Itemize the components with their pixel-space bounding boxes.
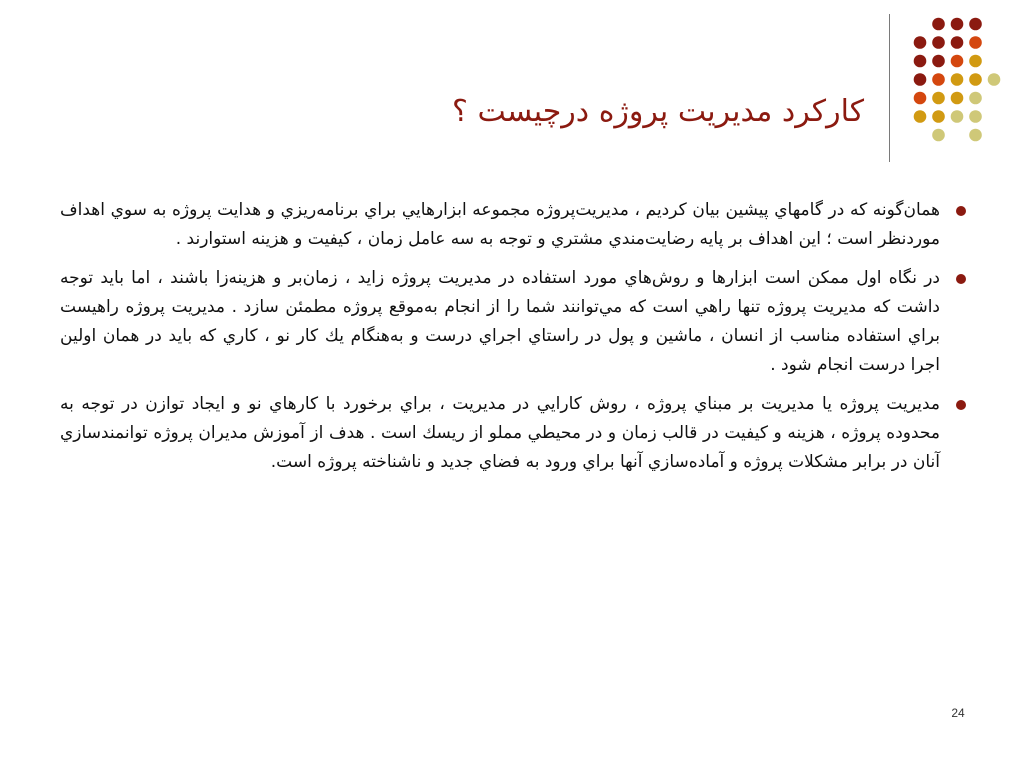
decorative-dot	[914, 55, 927, 68]
bullet-text: در نگاه اول ممکن است ابزارها و روش‌هاي مورد استفاده در مديريت پروژه زايد ، زمان‌بر و هزينه‌زا باشند ، اما بايد توجه داشت که مديريت پروژه تنها راهي است که مي‌توانند شما را از انجام به‌موقع پروژه مطمئن سازد . مديريت پروژه راهيست براي استفاده مناسب از انسان ، ماشين و پول در راستاي اجراي درست و به‌هنگام يك كار نو ، كاري كه بايد در همان اولين اجرا درست انجام شود .	[60, 268, 940, 375]
decorative-dot	[969, 55, 982, 68]
decorative-dot	[932, 92, 945, 105]
title-divider-line	[889, 14, 890, 162]
bullet-text: مديريت پروژه يا مديريت بر مبناي پروژه ، روش كارايي در مديريت ، براي برخورد با كارهاي نو و ايجاد توازن در توجه به محدوده پروژه ، هزينه و كيفيت در قالب زمان و در محيطي مملو از ريسك است . هدف از آموزش مديران پروژه توانمندسازي آنان در برابر مشكلات پروژه و آماده‌سازي آنها براي ورود به فضاي جديد و ناشناخته پروژه است.	[60, 394, 940, 472]
bullet-icon	[956, 274, 966, 284]
decorative-dot	[914, 36, 927, 49]
decorative-dot	[969, 92, 982, 105]
decorative-dot	[969, 18, 982, 31]
bullet-icon	[956, 400, 966, 410]
decorative-dot	[951, 18, 964, 31]
decorative-dot	[932, 129, 945, 142]
decorative-dot	[914, 92, 927, 105]
decorative-dot	[932, 18, 945, 31]
decorative-dot	[969, 36, 982, 49]
decorative-dot	[969, 73, 982, 86]
bullet-list	[60, 196, 970, 477]
bullet-item	[60, 264, 970, 380]
decorative-dot	[951, 92, 964, 105]
page-number: 24	[951, 706, 965, 720]
decorative-dot	[932, 55, 945, 68]
decorative-dot	[988, 73, 1001, 86]
decorative-dot	[914, 73, 927, 86]
decorative-dot	[951, 55, 964, 68]
slide-body	[60, 196, 970, 487]
bullet-icon	[956, 206, 966, 216]
bullet-text: همان‌گونه که در گامهاي پيشين بيان کرديم ، مديريت‌پروژه مجموعه ابزارهايي براي برنامه‌ريزي و هدايت پروژه به سوي اهداف موردنظر است ؛ اين اهداف بر پايه رضايت‌مندي مشتري و توجه به سه عامل زمان ، کيفيت و هزينه استوارند .	[60, 200, 940, 249]
slide-title: کارکرد مديريت پروژه درچيست ؟	[452, 94, 864, 129]
decorative-dot	[951, 110, 964, 123]
decorative-dot	[932, 36, 945, 49]
bullet-item	[60, 390, 970, 477]
decorative-dot	[914, 110, 927, 123]
decorative-dot	[969, 129, 982, 142]
decorative-dot	[951, 73, 964, 86]
decorative-dot	[969, 110, 982, 123]
decorative-dot	[932, 110, 945, 123]
decorative-dot	[932, 73, 945, 86]
bullet-item	[60, 196, 970, 254]
decorative-dot	[951, 36, 964, 49]
